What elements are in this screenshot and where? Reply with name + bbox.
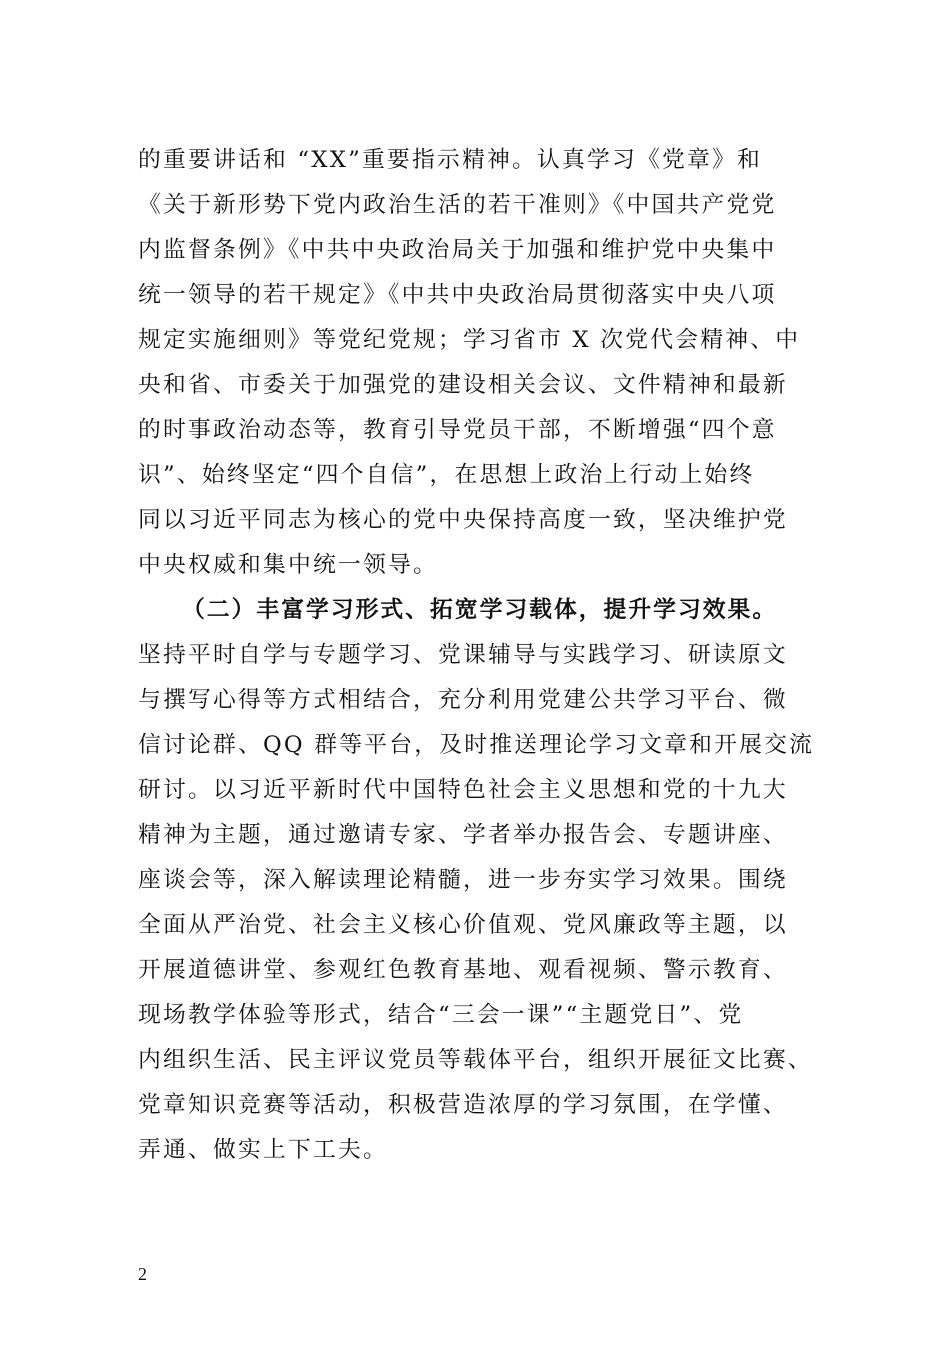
text-line: 内监督条例》《中共中央政治局关于加强和维护党中央集中 xyxy=(138,237,777,263)
text-line: 信讨论群、QQ 群等平台，及时推送理论学习文章和开展交流 xyxy=(138,732,815,758)
text-line: 党章知识竞赛等活动，积极营造浓厚的学习氛围，在学懂、 xyxy=(138,1092,788,1118)
text-line: 《关于新形势下党内政治生活的若干准则》《中国共产党党 xyxy=(138,192,777,218)
text-line: 央和省、市委关于加强党的建设相关会议、文件精神和最新 xyxy=(138,372,788,398)
text-line: 的重要讲话和 “XX”重要指示精神。认真学习《党章》和 xyxy=(138,147,762,173)
text-line: 内组织生活、民主评议党员等载体平台，组织开展征文比赛、 xyxy=(138,1047,813,1073)
text-line: 的时事政治动态等，教育引导党员干部，不断增强“四个意 xyxy=(138,417,777,443)
text-line: 全面从严治党、社会主义核心价值观、党风廉政等主题，以 xyxy=(138,912,788,938)
body-text xyxy=(138,138,858,1173)
text-line: 中央权威和集中统一领导。 xyxy=(138,552,438,578)
text-line: 开展道德讲堂、参观红色教育基地、观看视频、警示教育、 xyxy=(138,957,788,983)
text-line: 识”、始终坚定“四个自信”，在思想上政治上行动上始终 xyxy=(138,462,755,488)
page-number: 2 xyxy=(138,1264,147,1284)
text-line: 规定实施细则》等党纪党规；学习省市 X 次党代会精神、中 xyxy=(138,327,801,353)
text-line: 弄通、做实上下工夫。 xyxy=(138,1137,388,1163)
text-line: 与撰写心得等方式相结合，充分利用党建公共学习平台、微 xyxy=(138,687,788,713)
text-line: 坚持平时自学与专题学习、党课辅导与实践学习、研读原文 xyxy=(138,642,788,668)
text-line: 现场教学体验等形式，结合“三会一课”“主题党日”、党 xyxy=(138,1002,744,1028)
text-line: 统一领导的若干规定》《中共中央政治局贯彻落实中央八项 xyxy=(138,282,777,308)
text-line: 研讨。以习近平新时代中国特色社会主义思想和党的十九大 xyxy=(138,777,788,803)
text-line: 同以习近平同志为核心的党中央保持高度一致，坚决维护党 xyxy=(138,507,788,533)
section-heading: （二）丰富学习形式、拓宽学习载体，提升学习效果。 xyxy=(182,597,778,623)
text-line: 精神为主题，通过邀请专家、学者举办报告会、专题讲座、 xyxy=(138,822,788,848)
text-line: 座谈会等，深入解读理论精髓，进一步夯实学习效果。围绕 xyxy=(138,867,788,893)
